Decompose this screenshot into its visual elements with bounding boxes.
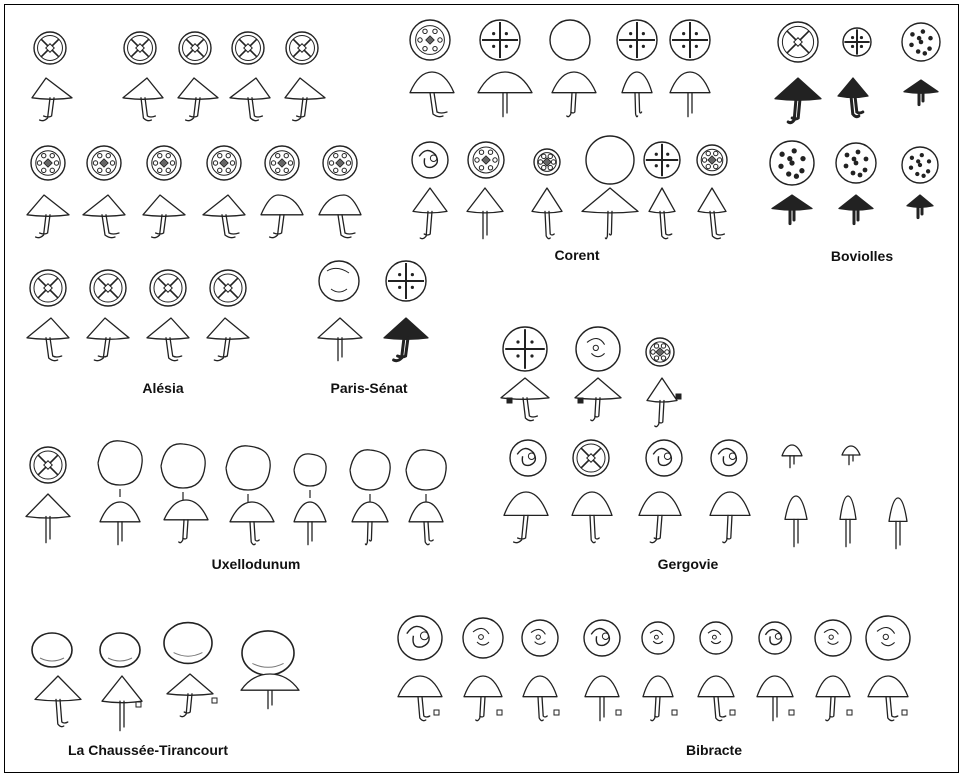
alesia-rivet-head-r2-0 [31, 146, 65, 180]
alesia-rivet-profile-r3-2 [147, 318, 189, 361]
boviolles-rivet-profile-4 [839, 195, 873, 224]
boviolles-rivet-head-0 [778, 22, 818, 62]
label-la-chaussee-tirancourt: La Chaussée-Tirancourt [67, 742, 229, 758]
alesia-rivet-head-r3-2 [150, 270, 186, 306]
gergovie-rivet-profile-1 [575, 378, 621, 421]
corent-rivet-head-r2-5 [697, 145, 727, 175]
corent-rivet-profile-4 [670, 72, 710, 117]
label-paris-senat: Paris-Sénat [330, 380, 408, 396]
chaussee-rivet-head-3 [242, 631, 294, 675]
group-alesia [27, 32, 361, 361]
alesia-rivet-profile-1 [123, 78, 163, 121]
corent-rivet-profile-3 [622, 72, 652, 117]
boviolles-rivet-profile-3 [772, 195, 812, 224]
bibracte-rivet-head-8 [866, 616, 910, 660]
group-paris-senat [318, 261, 428, 361]
bibracte-rivet-profile-0 [398, 676, 442, 721]
boviolles-rivet-profile-1 [838, 78, 868, 117]
gergovie-rivet-head-0 [503, 327, 547, 371]
bibracte-rivet-profile-4 [643, 676, 677, 721]
label-corent: Corent [554, 247, 600, 263]
corent-rivet-profile-r2-5 [698, 188, 726, 239]
uxellodunum-rivet-profile-2 [164, 500, 208, 543]
uxellodunum-rivet-head-5 [350, 450, 390, 502]
bibracte-rivet-head-3 [584, 620, 620, 656]
alesia-rivet-profile-4 [285, 78, 325, 121]
chaussee-rivet-head-0 [32, 633, 72, 667]
chaussee-rivet-profile-2 [167, 674, 217, 717]
paris-rivet-head-1 [386, 261, 426, 301]
bibracte-rivet-head-7 [815, 620, 851, 656]
gergovie-rivet-profile-2 [647, 378, 681, 427]
gergovie-rivet-small-0 [782, 445, 802, 468]
corent-rivet-profile-r2-3 [582, 188, 638, 239]
alesia-rivet-head-0 [34, 32, 66, 64]
group-gergovie [501, 327, 907, 549]
boviolles-rivet-head-5 [902, 147, 938, 183]
gergovie-rivet-small-1 [842, 446, 860, 465]
uxellodunum-rivet-profile-0 [26, 494, 70, 543]
corent-rivet-head-2 [550, 20, 590, 60]
label-gergovie: Gergovie [657, 556, 719, 572]
paris-rivet-profile-1 [384, 318, 428, 361]
label-alesia: Alésia [142, 380, 184, 396]
corent-rivet-profile-r2-2 [532, 188, 562, 239]
group-uxellodunum [26, 441, 446, 545]
corent-rivet-head-0 [410, 20, 450, 60]
uxellodunum-rivet-head-1 [98, 441, 142, 497]
alesia-rivet-head-r3-0 [30, 270, 66, 306]
alesia-rivet-profile-3 [230, 78, 270, 121]
alesia-rivet-head-r3-1 [90, 270, 126, 306]
corent-rivet-head-r2-1 [468, 142, 504, 178]
corent-rivet-head-4 [670, 20, 710, 60]
bibracte-rivet-profile-8 [868, 676, 908, 721]
corent-rivet-profile-2 [552, 72, 596, 117]
chaussee-rivet-profile-1 [102, 676, 142, 731]
bibracte-rivet-profile-2 [523, 676, 559, 721]
uxellodunum-rivet-profile-1 [100, 502, 140, 545]
bibracte-rivet-head-1 [463, 618, 503, 658]
label-uxellodunum: Uxellodunum [211, 556, 301, 572]
boviolles-rivet-head-3 [770, 141, 814, 185]
gergovie-rivet-profile-r2-0 [504, 492, 548, 543]
uxellodunum-rivet-head-0 [30, 447, 66, 483]
corent-rivet-head-r2-0 [412, 142, 448, 178]
uxellodunum-rivet-head-3 [226, 446, 270, 502]
alesia-rivet-head-r2-4 [265, 146, 299, 180]
gergovie-rivet-head-2 [646, 338, 674, 366]
group-la-chaussee-tirancourt [32, 623, 299, 731]
corent-rivet-head-r2-4 [644, 142, 680, 178]
alesia-rivet-head-r2-2 [147, 146, 181, 180]
uxellodunum-rivet-profile-4 [294, 502, 326, 545]
bibracte-rivet-profile-7 [816, 676, 852, 721]
uxellodunum-rivet-profile-5 [352, 502, 388, 545]
alesia-rivet-profile-2 [178, 78, 218, 121]
boviolles-rivet-profile-0 [775, 78, 821, 123]
paris-rivet-profile-0 [318, 318, 362, 361]
gergovie-rivet-profile-r2-4 [785, 496, 807, 547]
alesia-rivet-profile-r3-3 [207, 318, 249, 361]
boviolles-rivet-head-4 [836, 143, 876, 183]
bibracte-rivet-profile-6 [757, 676, 794, 721]
uxellodunum-rivet-profile-3 [230, 502, 274, 545]
group-corent [410, 20, 727, 239]
alesia-rivet-profile-r2-5 [319, 195, 361, 238]
boviolles-rivet-head-2 [902, 23, 940, 61]
group-bibracte [398, 616, 910, 721]
gergovie-rivet-head-1 [576, 327, 620, 371]
gergovie-rivet-profile-r2-2 [639, 492, 681, 543]
alesia-rivet-head-1 [124, 32, 156, 64]
group-boviolles [770, 22, 940, 224]
chaussee-rivet-profile-3 [241, 674, 299, 709]
uxellodunum-rivet-head-6 [406, 450, 446, 502]
alesia-rivet-profile-r2-2 [143, 195, 185, 238]
corent-rivet-profile-r2-0 [413, 188, 447, 239]
alesia-rivet-head-r2-5 [323, 146, 357, 180]
corent-rivet-head-r2-3 [586, 136, 634, 184]
gergovie-rivet-profile-r2-5 [840, 496, 856, 547]
alesia-rivet-profile-r2-4 [261, 195, 303, 238]
bibracte-rivet-profile-5 [698, 676, 735, 721]
corent-rivet-profile-r2-1 [467, 188, 503, 239]
corent-rivet-head-1 [480, 20, 520, 60]
uxellodunum-rivet-head-2 [161, 444, 205, 500]
corent-rivet-profile-1 [478, 72, 532, 117]
bibracte-rivet-head-2 [522, 620, 558, 656]
boviolles-rivet-profile-2 [904, 80, 938, 105]
bibracte-rivet-profile-3 [585, 676, 621, 721]
alesia-rivet-head-2 [179, 32, 211, 64]
alesia-rivet-profile-r2-1 [83, 195, 125, 238]
alesia-rivet-profile-r2-3 [203, 195, 245, 238]
chaussee-rivet-profile-0 [35, 676, 81, 727]
bibracte-rivet-head-5 [700, 622, 732, 654]
gergovie-rivet-head-r2-1 [573, 440, 609, 476]
alesia-rivet-profile-r2-0 [27, 195, 69, 238]
gergovie-rivet-profile-r2-3 [710, 492, 750, 543]
corent-rivet-profile-0 [410, 72, 454, 117]
alesia-rivet-profile-r3-1 [87, 318, 129, 361]
corent-rivet-profile-r2-4 [649, 188, 675, 239]
alesia-rivet-profile-r3-0 [27, 318, 69, 361]
alesia-rivet-head-r2-3 [207, 146, 241, 180]
alesia-rivet-head-4 [286, 32, 318, 64]
bibracte-rivet-head-6 [759, 622, 791, 654]
bibracte-rivet-head-0 [398, 616, 442, 660]
corent-rivet-head-r2-2 [534, 149, 560, 175]
uxellodunum-rivet-profile-6 [409, 502, 443, 545]
gergovie-rivet-profile-r2-6 [889, 498, 907, 549]
label-bibracte: Bibracte [685, 742, 743, 758]
alesia-rivet-profile-0 [32, 78, 72, 121]
chaussee-rivet-head-2 [164, 623, 212, 664]
gergovie-rivet-head-r2-0 [510, 440, 546, 476]
uxellodunum-rivet-head-4 [294, 454, 326, 498]
alesia-rivet-head-3 [232, 32, 264, 64]
bibracte-rivet-profile-1 [464, 676, 502, 721]
boviolles-rivet-profile-5 [907, 195, 933, 218]
paris-rivet-head-0 [319, 261, 359, 301]
gergovie-rivet-head-r2-3 [711, 440, 747, 476]
alesia-rivet-head-r3-3 [210, 270, 246, 306]
gergovie-rivet-profile-r2-1 [572, 492, 612, 543]
gergovie-rivet-head-r2-2 [646, 440, 682, 476]
chaussee-rivet-head-1 [100, 633, 140, 667]
gergovie-rivet-profile-0 [501, 378, 549, 421]
alesia-rivet-head-r2-1 [87, 146, 121, 180]
bibracte-rivet-head-4 [642, 622, 674, 654]
corent-rivet-head-3 [617, 20, 657, 60]
label-boviolles: Boviolles [830, 248, 894, 264]
boviolles-rivet-head-1 [843, 28, 871, 56]
